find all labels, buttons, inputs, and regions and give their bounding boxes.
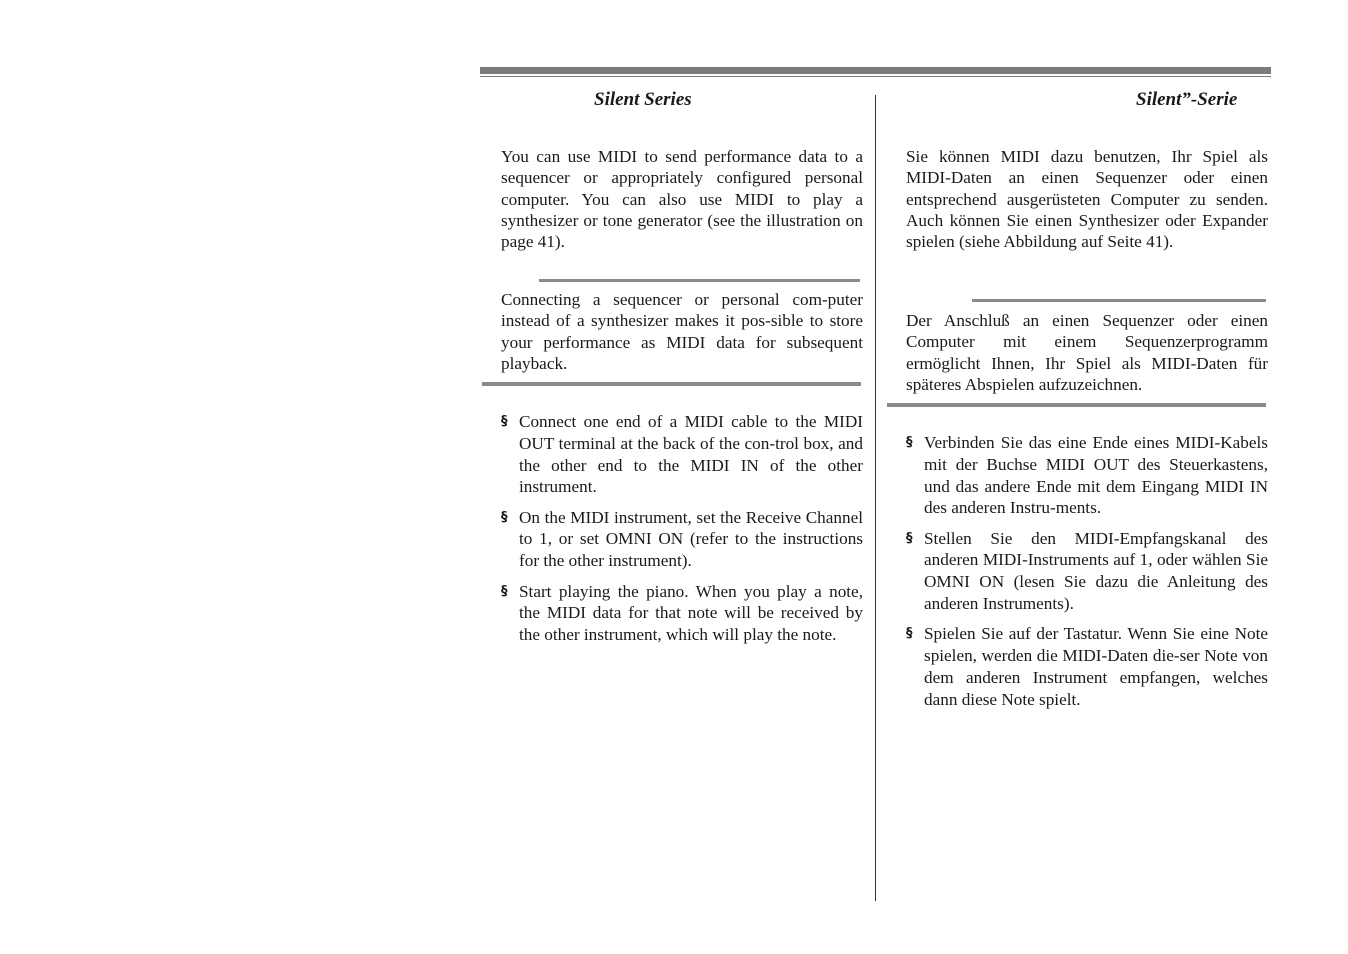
right-note-rule-bottom xyxy=(887,403,1266,407)
bullet-icon: § xyxy=(906,626,913,642)
left-note-paragraph xyxy=(501,289,863,374)
list-item xyxy=(906,623,1268,710)
right-intro-text: Sie können MIDI dazu benutzen, Ihr Spiel als MIDI-Daten an einen Sequenzer oder einen entsprechend ausgerüsteten Computer zu senden. Auch können Sie einen Synthesizer oder Expander spielen (siehe Abbildung auf Seite 41). xyxy=(906,147,1268,252)
left-step-2-text: On the MIDI instrument, set the Receive Channel to 1, or set OMNI ON (refer to the instructions for the other instrument). xyxy=(519,507,863,571)
left-step-3-text: Start playing the piano. When you play a note, the MIDI data for that note will be received by the other instrument, which will play the note. xyxy=(519,581,863,645)
left-note-rule-top xyxy=(539,279,860,282)
top-rule-thin xyxy=(480,76,1271,77)
bullet-icon: § xyxy=(501,509,508,525)
list-item xyxy=(906,432,1268,519)
bullet-icon: § xyxy=(501,583,508,599)
column-divider xyxy=(875,95,876,901)
list-item xyxy=(501,581,863,646)
list-item xyxy=(501,507,863,572)
right-steps-list xyxy=(906,432,1268,719)
bullet-icon: § xyxy=(906,435,913,450)
right-step-1-text: Verbinden Sie das eine Ende eines MIDI-Kabels mit der Buchse MIDI OUT des Steuerkastens, und das andere Ende mit dem Eingang MIDI IN des anderen Instru-ments. xyxy=(924,433,1268,518)
right-intro-paragraph xyxy=(906,146,1268,252)
left-header-title: Silent Series xyxy=(594,89,692,110)
left-intro-paragraph xyxy=(501,146,863,252)
right-note-paragraph xyxy=(906,310,1268,395)
top-rule-thick xyxy=(480,67,1271,74)
right-step-2-text: Stellen Sie den MIDI-Empfangskanal des anderen MIDI-Instruments auf 1, oder wählen Sie OMNI ON (lesen Sie dazu die Anleitung des anderen Instruments). xyxy=(924,528,1268,614)
left-note-text: Connecting a sequencer or personal com-puter instead of a synthesizer makes it pos-sible to store your performance as MIDI data for subsequent playback. xyxy=(501,290,863,373)
right-note-rule-top xyxy=(972,299,1266,302)
list-item xyxy=(501,411,863,498)
right-step-3-text: Spielen Sie auf der Tastatur. Wenn Sie eine Note spielen, werden die MIDI-Daten die-ser Note von dem anderen Instrument empfangen, welches dann diese Note spielt. xyxy=(924,624,1268,709)
left-note-rule-bottom xyxy=(482,382,861,386)
left-step-1-text: Connect one end of a MIDI cable to the MIDI OUT terminal at the back of the con-trol box, and the other end to the MIDI IN of the other instrument. xyxy=(519,412,863,497)
list-item xyxy=(906,528,1268,615)
right-header-title: Silent”-Serie xyxy=(1136,89,1238,110)
bullet-icon: § xyxy=(906,530,913,546)
left-intro-text: You can use MIDI to send performance data to a sequencer or appropriately configured personal computer. You can also use MIDI to play a synthesizer or tone generator (see the illustration on page 41). xyxy=(501,147,863,252)
bullet-icon: § xyxy=(501,414,508,429)
right-note-text: Der Anschluß an einen Sequenzer oder einen Computer mit einem Sequenzerprogramm ermöglicht Ihnen, Ihr Spiel als MIDI-Daten für späteres Abspielen aufzuzeichnen. xyxy=(906,311,1268,394)
left-steps-list xyxy=(501,411,863,654)
